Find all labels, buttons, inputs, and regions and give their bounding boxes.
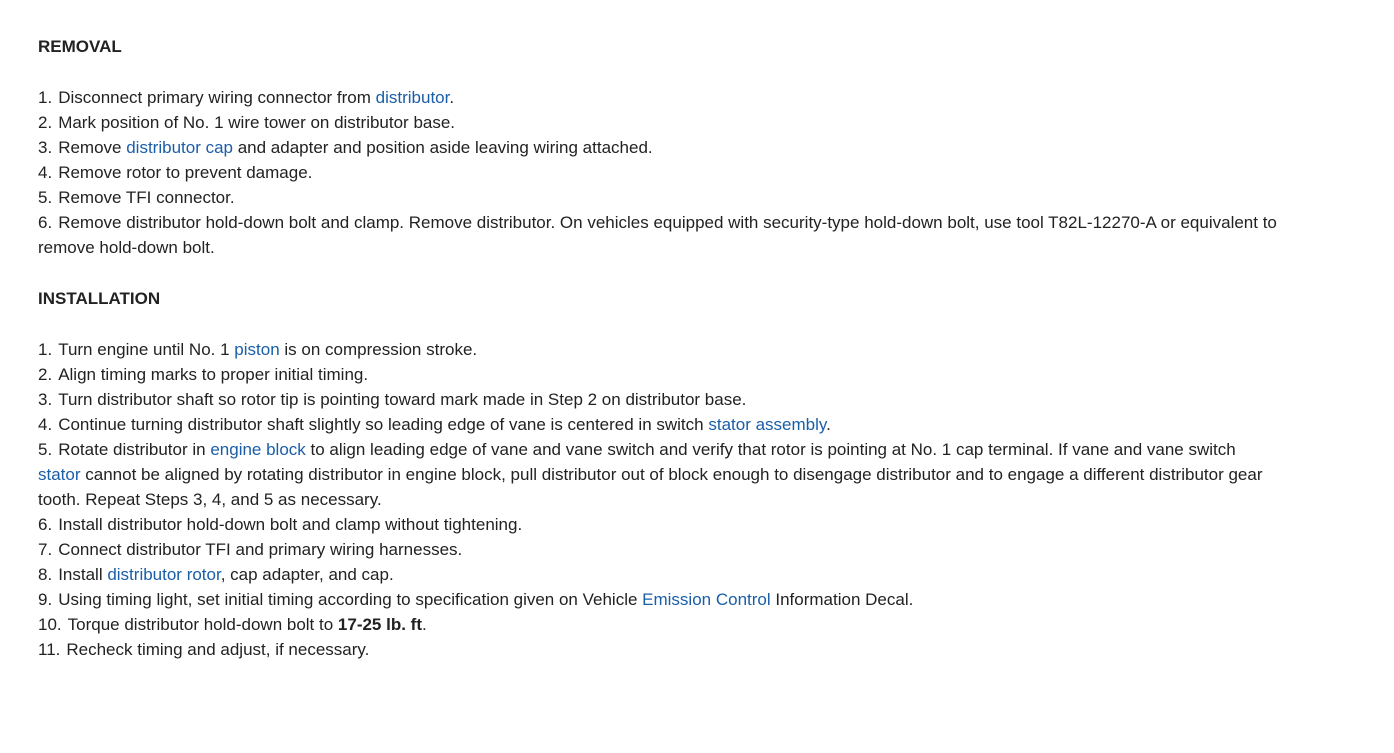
step-text: and adapter and position aside leaving wiring attached.	[233, 138, 653, 157]
installation-step-9	[38, 587, 1278, 612]
step-number: 2.	[38, 113, 53, 132]
term-link-engine-block[interactable]: engine block	[210, 440, 306, 459]
step-text: Continue turning distributor shaft slightly so leading edge of vane is centered in switch	[58, 415, 709, 434]
installation-step-2	[38, 362, 1278, 387]
term-link-stator-assembly[interactable]: stator assembly	[708, 415, 827, 434]
step-text: .	[449, 88, 455, 107]
step-number: 3.	[38, 390, 53, 409]
step-text: Remove	[58, 138, 127, 157]
step-text: Disconnect primary wiring connector from	[58, 88, 376, 107]
step-text: .	[826, 415, 831, 434]
step-text: Mark position of No. 1 wire tower on distributor base.	[58, 113, 456, 132]
step-text: Remove rotor to prevent damage.	[58, 163, 313, 182]
step-text: Connect distributor TFI and primary wiring harnesses.	[58, 540, 463, 559]
step-number: 2.	[38, 365, 53, 384]
step-number: 9.	[38, 590, 53, 609]
step-number: 4.	[38, 415, 53, 434]
removal-step-5	[38, 185, 1278, 210]
step-text: is on compression stroke.	[279, 340, 478, 359]
removal-step-2	[38, 110, 1278, 135]
installation-step-3	[38, 387, 1278, 412]
removal-steps-list	[38, 85, 1278, 260]
step-text: Recheck timing and adjust, if necessary.	[66, 640, 370, 659]
step-number: 5.	[38, 440, 53, 459]
term-link-distributor-rotor[interactable]: distributor rotor	[107, 565, 221, 584]
step-text: to align leading edge of vane and vane switch and verify that rotor is pointing at No. 1 cap terminal. If vane and vane switch	[305, 440, 1236, 459]
installation-heading: INSTALLATION	[38, 289, 161, 308]
term-link-distributor[interactable]: distributor	[375, 88, 450, 107]
removal-heading: REMOVAL	[38, 37, 122, 56]
installation-steps-list	[38, 337, 1278, 662]
installation-step-7	[38, 537, 1278, 562]
step-number: 4.	[38, 163, 53, 182]
installation-step-11	[38, 637, 1278, 662]
step-text: Using timing light, set initial timing according to specification given on Vehicle	[58, 590, 643, 609]
torque-spec: 17-25 lb. ft	[337, 615, 422, 634]
installation-step-8	[38, 562, 1278, 587]
step-text: Information Decal.	[770, 590, 914, 609]
term-link-distributor-cap[interactable]: distributor cap	[126, 138, 233, 157]
spacer	[38, 59, 1278, 85]
step-text: Rotate distributor in	[58, 440, 211, 459]
step-number: 3.	[38, 138, 53, 157]
step-number: 5.	[38, 188, 53, 207]
installation-step-6	[38, 512, 1278, 537]
spacer	[38, 311, 1278, 337]
term-link-piston[interactable]: piston	[234, 340, 280, 359]
step-number: 10.	[38, 615, 62, 634]
step-number: 1.	[38, 88, 53, 107]
step-number: 6.	[38, 213, 53, 232]
step-number: 8.	[38, 565, 53, 584]
step-text: Align timing marks to proper initial timing.	[58, 365, 369, 384]
step-number: 1.	[38, 340, 53, 359]
installation-step-10	[38, 612, 1278, 637]
removal-step-4	[38, 160, 1278, 185]
step-text: Install distributor hold-down bolt and clamp without tightening.	[58, 515, 523, 534]
step-number: 6.	[38, 515, 53, 534]
installation-step-4	[38, 412, 1278, 437]
step-text: Remove distributor hold-down bolt and clamp. Remove distributor. On vehicles equipped with security-type hold-down bolt, use tool T82L-12270-A or equivalent to remove hold-down bolt.	[38, 213, 1277, 257]
spacer	[38, 260, 1278, 286]
step-text: Turn engine until No. 1	[58, 340, 235, 359]
removal-step-6	[38, 210, 1278, 260]
step-text: .	[422, 615, 427, 634]
removal-step-1	[38, 85, 1278, 110]
term-link-emission-control[interactable]: Emission Control	[642, 590, 771, 609]
step-number: 11.	[38, 640, 61, 659]
term-link-stator[interactable]: stator	[38, 465, 81, 484]
step-number: 7.	[38, 540, 53, 559]
procedure-document	[38, 34, 1278, 662]
step-text: Torque distributor hold-down bolt to	[67, 615, 338, 634]
installation-step-5	[38, 437, 1278, 512]
step-text: cannot be aligned by rotating distributor in engine block, pull distributor out of block enough to disengage distributor and to engage a different distributor gear tooth. Repeat Steps 3, 4, and 5 as necessary.	[38, 465, 1263, 509]
step-text: Remove TFI connector.	[58, 188, 235, 207]
step-text: Install	[58, 565, 108, 584]
step-text: Turn distributor shaft so rotor tip is pointing toward mark made in Step 2 on distributor base.	[58, 390, 747, 409]
step-text: , cap adapter, and cap.	[220, 565, 394, 584]
removal-step-3	[38, 135, 1278, 160]
installation-step-1	[38, 337, 1278, 362]
